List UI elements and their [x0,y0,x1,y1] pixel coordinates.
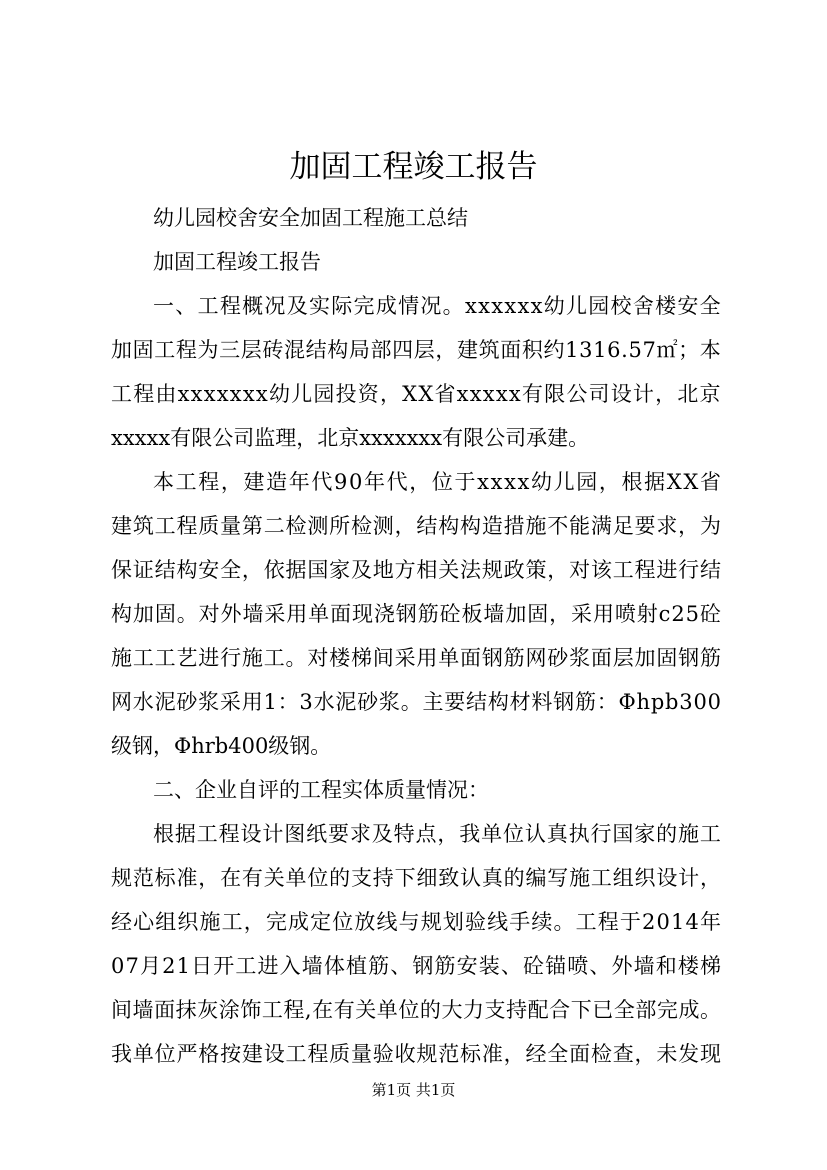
page-footer: 第1页 共1页 [371,1081,456,1099]
text-line: 本 工 程 ， 建 造 年 代 9 0 年 代 ， 位 于 x x x x 幼 儿 园 ， 根 据 X X 省 [153,470,721,494]
text-line: 建 筑 工 程 质 量 第 二 检 测 所 检 测 ， 结 构 构 造 措 施 不 能 满 足 要 求 ， 为 [111,514,721,538]
text-line: 规 范 标 准 ， 在 有 关 单 位 的 支 持 下 细 致 认 真 的 编 写 施 工 组 织 设 计 ， [111,866,721,890]
text-line: 根 据 工 程 设 计 图 纸 要 求 及 特 点 ， 我 单 位 认 真 执 行 国 家 的 施 工 [153,822,721,846]
text-line: 加 固 工 程 为 三 层 砖 混 结 构 局 部 四 层 ， 建 筑 面 积 约 1 3 1 6 . 5 7 ㎡ ； 本 [111,338,721,362]
text-line: 工 程 由 x x x x x x x 幼 儿 园 投 资 ， X X 省 x x x x x 有 限 公 司 设 计 ， 北 京 [111,382,721,406]
document-title: 加固工程竣工报告 [289,149,538,185]
text-line: 网 水 泥 砂 浆 采 用 1 ： 3 水 泥 砂 浆 。 主 要 结 构 材 料 钢 筋 ： Φ h p b 3 0 0 [111,690,721,714]
text-line: 我 单 位 严 格 按 建 设 工 程 质 量 验 收 规 范 标 准 ， 经 全 面 检 查 ， 未 发 现 [111,1042,721,1066]
document-body [111,196,721,1076]
text-line: 构 加 固 。 对 外 墙 采 用 单 面 现 浇 钢 筋 砼 板 墙 加 固 ， 采 用 喷 射 c 2 5 砼 [111,602,721,626]
text-line: 一 、 工 程 概 况 及 实 际 完 成 情 况 。 x x x x x x 幼 儿 园 校 舍 楼 安 全 [153,294,721,318]
text-line: 级钢，Φhrb400级钢。 [111,734,332,758]
text-line: 经 心 组 织 施 工 ， 完 成 定 位 放 线 与 规 划 验 线 手 续 。 工 程 于 2 0 1 4 年 [111,910,721,934]
text-line: xxxxx有限公司监理，北京xxxxxxx有限公司承建。 [111,426,590,450]
text-line: 0 7 月 2 1 日 开 工 进 入 墙 体 植 筋 、 钢 筋 安 装 、 砼 锚 喷 、 外 墙 和 楼 梯 [111,954,721,978]
text-line: 保 证 结 构 安 全 ， 依 据 国 家 及 地 方 相 关 法 规 政 策 ， 对 该 工 程 进 行 结 [111,558,721,582]
text-line: 加固工程竣工报告 [153,250,321,274]
text-line: 间 墙 面 抹 灰 涂 饰 工 程 , 在 有 关 单 位 的 大 力 支 持 配 合 下 已 全 部 完 成 。 [111,998,721,1022]
text-line: 施 工 工 艺 进 行 施 工 。 对 楼 梯 间 采 用 单 面 钢 筋 网 砂 浆 面 层 加 固 钢 筋 [111,646,721,670]
text-line: 二、企业自评的工程实体质量情况： [153,778,489,802]
text-line: 幼儿园校舍安全加固工程施工总结 [153,206,468,230]
